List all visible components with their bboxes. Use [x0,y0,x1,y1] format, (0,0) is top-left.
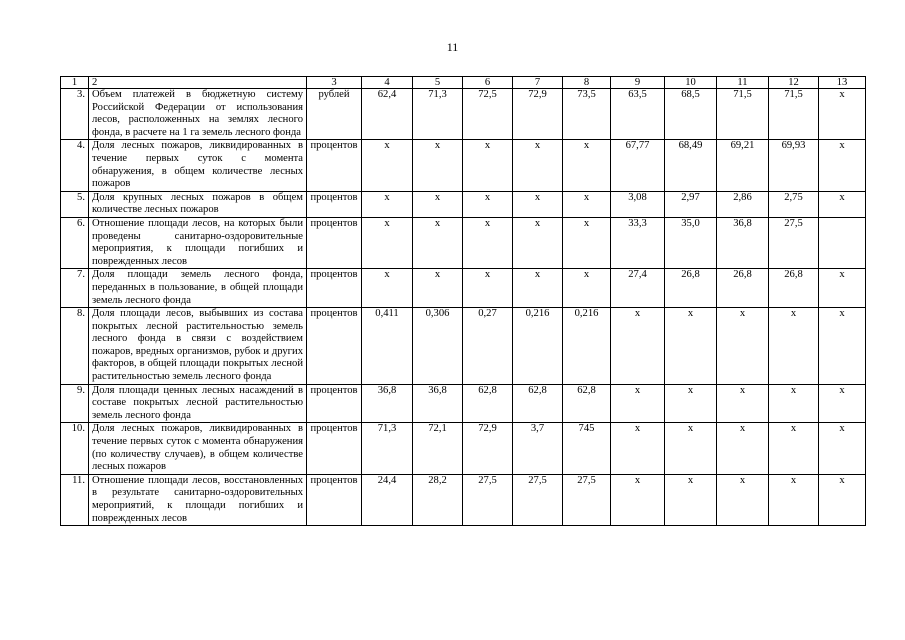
value-cell: 35,0 [665,217,717,268]
value-cell: x [769,384,819,423]
unit: процентов [307,140,362,191]
value-cell: x [665,384,717,423]
value-cell: x [413,191,463,217]
value-cell: 0,216 [563,308,611,385]
value-cell: x [769,474,819,525]
value-cell: x [611,308,665,385]
indicator-name: Доля лесных пожаров, ликвидированных в течение первых суток с момента обнаружения, в общем количестве лесных пожаров [89,140,307,191]
value-cell: 26,8 [717,269,769,308]
value-cell: x [563,269,611,308]
table-row [61,423,866,474]
page-number: 11 [446,40,459,54]
table-row [61,269,866,308]
column-header: 1 [61,77,89,89]
value-cell: 71,5 [717,89,769,140]
value-cell: 72,9 [463,423,513,474]
value-cell: x [819,474,866,525]
value-cell: 3,08 [611,191,665,217]
value-cell: 36,8 [362,384,413,423]
column-header: 6 [463,77,513,89]
row-number: 7. [61,269,89,308]
indicator-name: Отношение площади лесов, на которых были проведены санитарно-оздоровительные мероприятия, к площади погибших и поврежденных лесов [89,217,307,268]
value-cell: x [819,423,866,474]
value-cell: x [819,308,866,385]
unit: процентов [307,474,362,525]
row-number: 5. [61,191,89,217]
table-row [61,308,866,385]
value-cell: 72,9 [513,89,563,140]
column-header: 5 [413,77,463,89]
value-cell: x [413,269,463,308]
column-header: 2 [89,77,307,89]
value-cell: x [563,217,611,268]
value-cell: 71,3 [413,89,463,140]
value-cell: 24,4 [362,474,413,525]
value-cell: 33,3 [611,217,665,268]
value-cell: x [513,191,563,217]
value-cell: 26,8 [665,269,717,308]
row-number: 6. [61,217,89,268]
indicator-name: Доля крупных лесных пожаров в общем количестве лесных пожаров [89,191,307,217]
column-header: 10 [665,77,717,89]
unit: рублей [307,89,362,140]
value-cell: 28,2 [413,474,463,525]
value-cell: 745 [563,423,611,474]
unit: процентов [307,269,362,308]
value-cell: x [611,384,665,423]
value-cell: x [819,384,866,423]
table-row [61,384,866,423]
header-row [61,77,866,89]
unit: процентов [307,423,362,474]
value-cell: x [563,140,611,191]
value-cell: 2,86 [717,191,769,217]
value-cell: 0,27 [463,308,513,385]
value-cell: 2,75 [769,191,819,217]
value-cell: 36,8 [413,384,463,423]
value-cell: x [717,423,769,474]
column-header: 9 [611,77,665,89]
value-cell: 72,5 [463,89,513,140]
column-header: 4 [362,77,413,89]
value-cell: 2,97 [665,191,717,217]
value-cell: 0,216 [513,308,563,385]
value-cell: 27,5 [563,474,611,525]
value-cell: 71,5 [769,89,819,140]
value-cell: x [819,140,866,191]
unit: процентов [307,191,362,217]
row-number: 3. [61,89,89,140]
value-cell: x [717,474,769,525]
value-cell: 69,21 [717,140,769,191]
row-number: 9. [61,384,89,423]
value-cell: x [362,217,413,268]
value-cell: 68,49 [665,140,717,191]
value-cell: 36,8 [717,217,769,268]
row-number: 10. [61,423,89,474]
value-cell: 3,7 [513,423,563,474]
row-number: 8. [61,308,89,385]
value-cell: x [463,217,513,268]
row-number: 11. [61,474,89,525]
indicators-table [60,76,866,526]
indicator-name: Отношение площади лесов, восстановленных в результате санитарно-оздоровительных мероприятий, к площади погибших и поврежденных лесов [89,474,307,525]
value-cell: 62,4 [362,89,413,140]
value-cell: x [463,269,513,308]
value-cell: 73,5 [563,89,611,140]
table-row [61,191,866,217]
value-cell: x [611,423,665,474]
value-cell: x [362,191,413,217]
table-row [61,89,866,140]
value-cell: x [463,140,513,191]
value-cell: x [413,140,463,191]
value-cell: 0,306 [413,308,463,385]
value-cell: x [819,269,866,308]
value-cell: x [513,217,563,268]
value-cell: 27,5 [513,474,563,525]
value-cell: 0,411 [362,308,413,385]
value-cell: x [717,384,769,423]
row-number: 4. [61,140,89,191]
value-cell: x [717,308,769,385]
column-header: 13 [819,77,866,89]
indicator-name: Объем платежей в бюджетную систему Российской Федерации от использования лесов, расположенных на землях лесного фонда, в расчете на 1 га земель лесного фонда [89,89,307,140]
value-cell: 67,77 [611,140,665,191]
indicator-name: Доля площади ценных лесных насаждений в составе покрытых лесной растительностью земель лесного фонда [89,384,307,423]
value-cell: x [362,269,413,308]
column-header: 7 [513,77,563,89]
table-row [61,140,866,191]
value-cell: 68,5 [665,89,717,140]
value-cell: 63,5 [611,89,665,140]
value-cell: 62,8 [563,384,611,423]
table-row [61,474,866,525]
column-header: 11 [717,77,769,89]
unit: процентов [307,384,362,423]
value-cell: 69,93 [769,140,819,191]
value-cell [819,217,866,268]
value-cell: 26,8 [769,269,819,308]
value-cell: x [665,308,717,385]
indicator-name: Доля лесных пожаров, ликвидированных в течение первых суток с момента обнаружения (по количеству случаев), в общем количестве лесных пожаров [89,423,307,474]
column-header: 12 [769,77,819,89]
unit: процентов [307,308,362,385]
value-cell: x [563,191,611,217]
value-cell: 62,8 [513,384,563,423]
value-cell: x [819,191,866,217]
value-cell: x [665,474,717,525]
value-cell: 72,1 [413,423,463,474]
value-cell: 62,8 [463,384,513,423]
table-row [61,217,866,268]
value-cell: x [819,89,866,140]
value-cell: 27,5 [463,474,513,525]
value-cell: x [413,217,463,268]
value-cell: x [665,423,717,474]
indicator-name: Доля площади земель лесного фонда, переданных в пользование, в общей площади земель лесного фонда [89,269,307,308]
unit: процентов [307,217,362,268]
value-cell: 71,3 [362,423,413,474]
indicator-name: Доля площади лесов, выбывших из состава покрытых лесной растительностью земель лесного фонда в связи с воздействием пожаров, вредных организмов, рубок и других факторов, в общей площади покрытых лесной растительностью земель лесного фонда [89,308,307,385]
value-cell: x [769,308,819,385]
column-header: 8 [563,77,611,89]
value-cell: x [362,140,413,191]
value-cell: x [769,423,819,474]
column-header: 3 [307,77,362,89]
value-cell: x [611,474,665,525]
value-cell: x [513,269,563,308]
value-cell: x [463,191,513,217]
value-cell: x [513,140,563,191]
value-cell: 27,4 [611,269,665,308]
value-cell: 27,5 [769,217,819,268]
